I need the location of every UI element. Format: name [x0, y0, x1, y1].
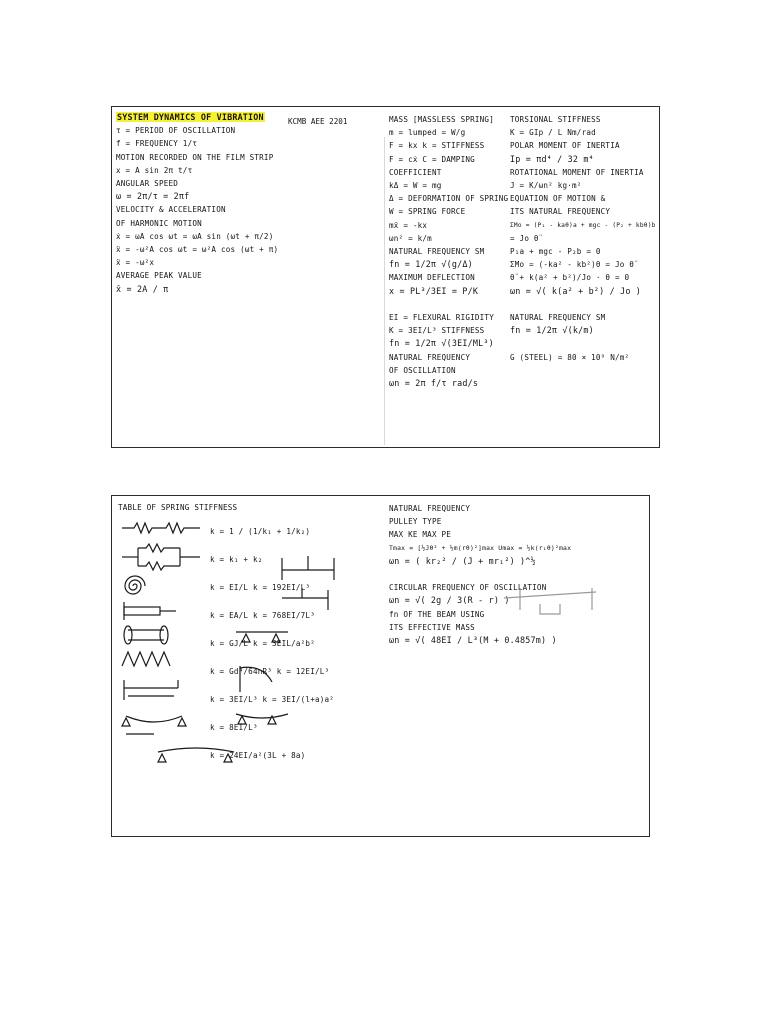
left-column — [116, 111, 286, 296]
formula-line: kΔ = W = mg — [389, 181, 442, 191]
coil-spring-sketch — [120, 648, 190, 672]
note-line: ROTATIONAL MOMENT OF INERTIA — [510, 167, 644, 177]
formula-line: F = cẋ C = DAMPING — [389, 154, 475, 164]
torsion-shaft-sketch — [120, 624, 180, 646]
right-column — [510, 113, 656, 364]
parallel-spring-sketch — [120, 542, 202, 572]
note-line: MAXIMUM DEFLECTION — [389, 273, 475, 283]
pulley-and-beam-notes — [389, 502, 645, 647]
stiffness-row: k = 3EI/L³ k = 3EI/(l+a)a² — [210, 695, 335, 705]
note-line: NATURAL FREQUENCY SM — [389, 247, 485, 257]
notes-sheet-vibration — [111, 106, 660, 448]
note-line: EQUATION OF MOTION & — [510, 194, 606, 204]
formula-line: ωn = √( k(a² + b²) / Jo ) — [510, 285, 642, 296]
formula-line: ΣMo = (P₁ - kaθ)a + mgc - (P₂ + kbθ)b — [510, 221, 656, 229]
stiffness-row: k = EI/L k = 192EI/L³ — [210, 583, 311, 593]
note-line: AVERAGE PEAK VALUE — [116, 271, 202, 281]
formula-line: K = 3EI/L³ STIFFNESS — [389, 326, 485, 336]
stiffness-row: k = EA/L k = 768EI/7L³ — [210, 611, 315, 621]
formula-line: = Jo θ̈ — [510, 233, 539, 243]
note-line: NATURAL FREQUENCY — [389, 504, 471, 513]
note-line: fn OF THE BEAM USING — [389, 609, 485, 619]
axial-bar-sketch — [120, 600, 180, 622]
note-line: VELOCITY & ACCELERATION — [116, 205, 226, 215]
formula-line: fn = 1/2π √(3EI/ML³) — [389, 338, 494, 349]
note-line: TORSIONAL STIFFNESS — [510, 115, 601, 124]
formula-line: ẍ = -ω²x — [116, 258, 155, 268]
stiffness-row: k = 1 / (1/k₁ + 1/k₂) — [210, 527, 311, 537]
formula-line: F = kx k = STIFFNESS — [389, 141, 485, 151]
spacer-line — [389, 568, 645, 581]
note-line: NATURAL FREQUENCY — [389, 352, 471, 362]
column-divider — [384, 137, 385, 445]
formula-line: x̄ = 2A / π — [116, 283, 169, 294]
notes-sheet-spring-stiffness — [111, 495, 650, 837]
stiffness-row: k = 8EI/L³ — [210, 723, 258, 733]
note-line: COEFFICIENT — [389, 167, 442, 177]
note-line: MASS [MASSLESS SPRING] — [389, 115, 494, 124]
middle-column — [389, 113, 519, 390]
note-line: CIRCULAR FREQUENCY OF OSCILLATION — [389, 583, 547, 593]
course-code: KCMB AEE 2201 — [288, 117, 348, 126]
cantilever-sketch — [120, 678, 190, 702]
formula-line: θ̈ + k(a² + b²)/Jo · θ = 0 — [510, 273, 630, 283]
spacer-line — [510, 337, 656, 350]
overhang-beam-sketch — [232, 622, 292, 732]
note-line: NATURAL FREQUENCY SM — [510, 313, 606, 323]
formula-line: Ip = πd⁴ / 32 m⁴ — [510, 153, 594, 164]
formula-line: mẍ = -kx — [389, 220, 428, 230]
formula-line: ΣMo = (-ka² - kb²)θ = Jo θ̈ — [510, 260, 635, 270]
formula-line: m = lumped = W/g — [389, 128, 466, 138]
fixed-beam-sketch — [278, 554, 338, 614]
stiffness-row: k = GJ/L k = 3EIL/a²b² — [210, 639, 315, 649]
note-line: Δ = DEFORMATION OF SPRING — [389, 194, 509, 204]
beam-sketch-faint — [500, 584, 600, 620]
formula-line: fn = 1/2π √(g/Δ) — [389, 259, 473, 270]
formula-line: ωn² = k/m — [389, 233, 432, 243]
sheet-title: SYSTEM DYNAMICS OF VIBRATION — [117, 112, 264, 122]
two-support-beam-sketch — [156, 740, 236, 770]
note-line: f = FREQUENCY 1/τ — [116, 139, 198, 149]
formula-line: ẋ = ωA cos ωt = ωA sin (ωt + π/2) — [116, 231, 274, 241]
note-line: ANGULAR SPEED — [116, 179, 179, 189]
note-line: OF OSCILLATION — [389, 365, 456, 375]
formula-line: ω = 2π/τ = 2πf — [116, 191, 190, 202]
note-line: W = SPRING FORCE — [389, 207, 466, 217]
note-line: MOTION RECORDED ON THE FILM STRIP — [116, 152, 274, 162]
formula-line: x = PL³/3EI = P/K — [389, 285, 479, 296]
note-line: ITS EFFECTIVE MASS — [389, 622, 475, 632]
spacer-line — [510, 298, 656, 311]
stiffness-row: k = 24EI/a²(3L + 8a) — [210, 751, 306, 761]
formula-line: G (STEEL) = 80 × 10⁹ N/m² — [510, 352, 630, 362]
spacer-line — [389, 298, 519, 311]
stiffness-row: k = k₁ + k₂ — [210, 555, 263, 565]
formula-line: P₁a + mgc - P₂b = 0 — [510, 247, 601, 257]
simply-supported-beam-sketch — [120, 706, 190, 740]
stiffness-row: k = Gd⁴/64nR³ k = 12EI/L³ — [210, 667, 330, 677]
series-spring-sketch — [120, 518, 202, 544]
table-title: TABLE OF SPRING STIFFNESS — [118, 503, 238, 512]
formula-line: ẍ = -ω²A cos ωt = ω²A cos (ωt + π) — [116, 245, 279, 255]
formula-line: Tmax = [½Jθ̇² + ½m(rθ̇)²]max Umax = ½k(r₁θ)²max — [389, 543, 572, 552]
formula-line: ωn = √( 2g / 3(R - r) ) — [389, 595, 510, 606]
formula-line: ωn = √( 48EI / L³(M + 0.4857m) ) — [389, 635, 557, 646]
formula-line: x = A sin 2π t/τ — [116, 165, 193, 175]
formula-line: fn = 1/2π √(k/m) — [510, 325, 594, 336]
note-line: PULLEY TYPE — [389, 517, 442, 527]
note-line: POLAR MOMENT OF INERTIA — [510, 141, 620, 151]
note-line: τ = PERIOD OF OSCILLATION — [116, 126, 236, 136]
note-line: MAX KE MAX PE — [389, 530, 452, 540]
note-line: ITS NATURAL FREQUENCY — [510, 207, 611, 217]
formula-line: ωn = 2π f/τ rad/s — [389, 378, 479, 389]
formula-line: K = GIp / L Nm/rad — [510, 128, 596, 138]
formula-line: ωn = ( kr₂² / (J + mr₁²) )^½ — [389, 555, 536, 566]
formula-line: J = K/ωn² kg·m² — [510, 181, 582, 191]
note-line: EI = FLEXURAL RIGIDITY — [389, 313, 494, 323]
note-line: OF HARMONIC MOTION — [116, 218, 202, 228]
torsion-spiral-sketch — [120, 572, 150, 600]
